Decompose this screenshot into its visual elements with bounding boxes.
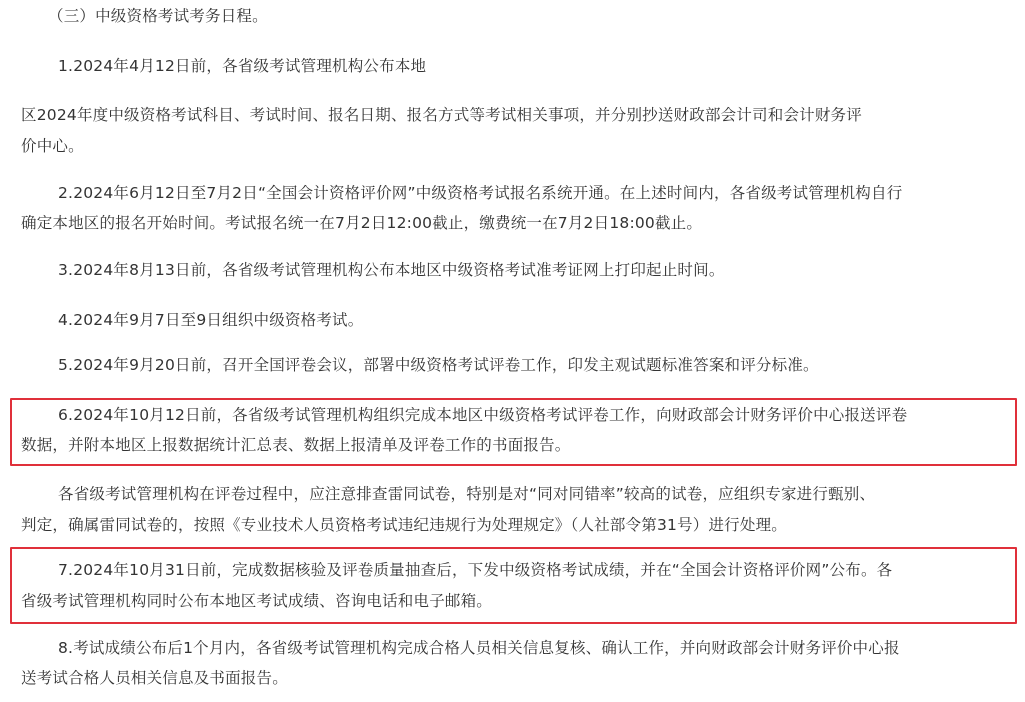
item-7-line-2: 省级考试管理机构同时公布本地区考试成绩、咨询电话和电子邮箱。 <box>21 592 493 610</box>
identical-papers-line-1: 各省级考试管理机构在评卷过程中，应注意排查雷同试卷，特别是对“同对同错率”较高的试卷，应组织专家进行甄别、 <box>58 485 876 503</box>
item-1-line-1: 1.2024年4月12日前，各省级考试管理机构公布本地 <box>58 57 427 75</box>
item-6-line-1: 6.2024年10月12日前，各省级考试管理机构组织完成本地区中级资格考试评卷工作，向财政部会计财务评价中心报送评卷 <box>58 406 908 424</box>
item-6-line-2: 数据，并附本地区上报数据统计汇总表、数据上报清单及评卷工作的书面报告。 <box>21 436 571 454</box>
item-3-line-1: 3.2024年8月13日前，各省级考试管理机构公布本地区中级资格考试准考证网上打印起止时间。 <box>58 261 725 279</box>
item-2-line-1: 2.2024年6月12日至7月2日“全国会计资格评价网”中级资格考试报名系统开通。在上述时间内，各省级考试管理机构自行 <box>58 184 903 202</box>
item-7-line-1: 7.2024年10月31日前，完成数据核验及评卷质量抽查后，下发中级资格考试成绩，并在“全国会计资格评价网”公布。各 <box>58 561 893 579</box>
identical-papers-line-2: 判定，确属雷同试卷的，按照《专业技术人员资格考试违纪违规行为处理规定》（人社部令第31号）进行处理。 <box>21 516 787 534</box>
item-1-line-3: 价中心。 <box>21 137 84 155</box>
item-2-line-2: 确定本地区的报名开始时间。考试报名统一在7月2日12:00截止，缴费统一在7月2日18:00截止。 <box>21 214 703 232</box>
item-8-line-2: 送考试合格人员相关信息及书面报告。 <box>21 669 288 687</box>
item-1-line-2: 区2024年度中级资格考试科目、考试时间、报名日期、报名方式等考试相关事项，并分别抄送财政部会计司和会计财务评 <box>21 106 862 124</box>
item-4-line-1: 4.2024年9月7日至9日组织中级资格考试。 <box>58 311 364 329</box>
section-heading: （三）中级资格考试考务日程。 <box>48 7 268 25</box>
item-5-line-1: 5.2024年9月20日前，召开全国评卷会议，部署中级资格考试评卷工作，印发主观试题标准答案和评分标准。 <box>58 356 819 374</box>
item-8-line-1: 8.考试成绩公布后1个月内，各省级考试管理机构完成合格人员相关信息复核、确认工作，并向财政部会计财务评价中心报 <box>58 639 900 657</box>
